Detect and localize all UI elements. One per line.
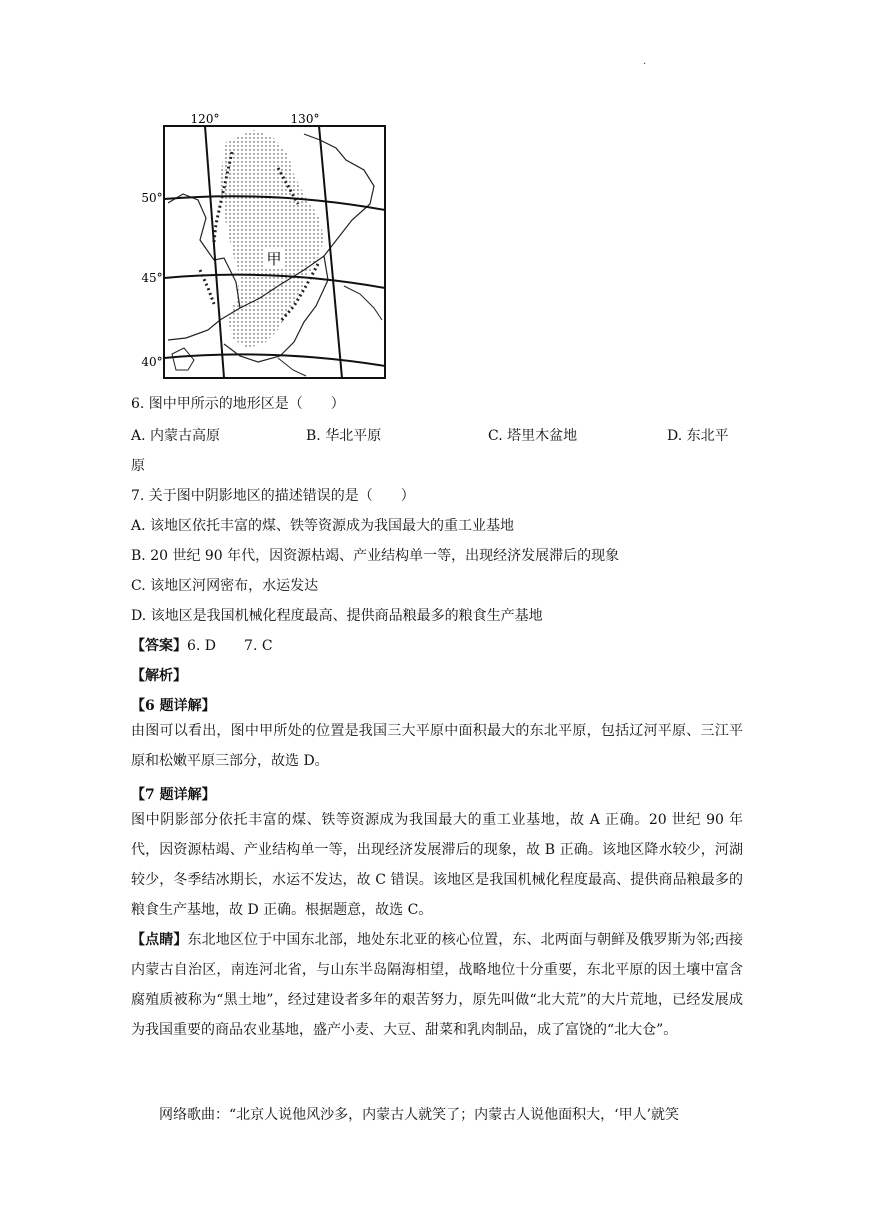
- peninsula-border: [278, 358, 306, 376]
- answer-label: 【答案】: [131, 638, 187, 654]
- q7-option-d: D. 该地区是我国机械化程度最高、提供商品粮最多的粮食生产基地: [131, 608, 543, 624]
- detail6-text: 由图可以看出，图中甲所处的位置是我国三大平原中面积最大的东北平原，包括辽河平原、三江平原和松嫩平原三部分，故选 D。: [131, 723, 743, 769]
- q6-stem: 6. 图中甲所示的地形区是（ ）: [131, 396, 345, 412]
- next-question-intro: 网络歌曲：“北京人说他风沙多，内蒙古人就笑了；内蒙古人说他面积大，‘甲人’就笑: [159, 1107, 680, 1123]
- q6-option-c: C. 塔里木盆地: [488, 428, 578, 444]
- lon-label-120: 120°: [190, 112, 220, 126]
- region-label-jia: 甲: [266, 250, 282, 268]
- northeast-china-map: [128, 108, 398, 386]
- q6-option-b: B. 华北平原: [306, 428, 382, 444]
- detail7-text: 图中阴影部分依托丰富的煤、铁等资源成为我国最大的重工业基地，故 A 正确。20 世纪 90 年代，因资源枯竭、产业结构单一等，出现经济发展滞后的现象，故 B 正确。该地区降水较少，河湖较少，冬季结冰期长，水运不发达，故 C 错误。该地区是我国机械化程度最高、提供商品粮最多的粮食生产基地，故 D 正确。根据题意，故选 C。: [131, 812, 743, 918]
- q7-option-b: B. 20 世纪 90 年代，因资源枯竭、产业结构单一等，出现经济发展滞后的现象: [131, 548, 620, 564]
- detail6-label: 【6 题详解】: [131, 698, 216, 714]
- q6-options: [131, 426, 741, 446]
- meridian-130: [319, 126, 342, 378]
- note-text: 东北地区位于中国东北部，地处东北亚的核心位置，东、北两面与朝鲜及俄罗斯为邻;西接内蒙古自治区，南连河北省，与山东半岛隔海相望，战略地位十分重要，东北平原的因土壤中富含腐殖质被称为“黑土地”，经过建设者多年的艰苦努力，原先叫做“北大荒”的大片荒地，已经发展成为我国重要的商品农业基地，盛产小麦、大豆、甜菜和乳肉制品，成了富饶的“北大仓”。: [131, 932, 744, 1038]
- q6-option-d: D. 东北平: [667, 428, 729, 444]
- lat-label-45: 45°: [141, 271, 163, 285]
- note-label: 【点睛】: [131, 932, 188, 948]
- q6-option-d-wrap: 原: [131, 458, 145, 474]
- lat-label-50: 50°: [141, 191, 163, 205]
- korea-border: [344, 286, 382, 320]
- q7-option-a: A. 该地区依托丰富的煤、铁等资源成为我国最大的重工业基地: [131, 518, 515, 534]
- lat-label-40: 40°: [141, 355, 163, 369]
- q7-option-c: C. 该地区河网密布，水运发达: [131, 578, 319, 594]
- q7-stem: 7. 关于图中阴影地区的描述错误的是（ ）: [131, 488, 415, 504]
- detail7-label: 【7 题详解】: [131, 787, 216, 803]
- answer-text: 6. D 7. C: [187, 638, 273, 654]
- answer-line: [131, 636, 273, 656]
- header-mark: .: [643, 56, 647, 67]
- parallel-40: [164, 354, 385, 366]
- bay-outline: [172, 348, 194, 370]
- note-paragraph: [131, 925, 743, 1045]
- lon-label-130: 130°: [290, 112, 320, 126]
- q6-option-a: A. 内蒙古高原: [131, 428, 221, 444]
- analysis-label: 【解析】: [131, 668, 187, 684]
